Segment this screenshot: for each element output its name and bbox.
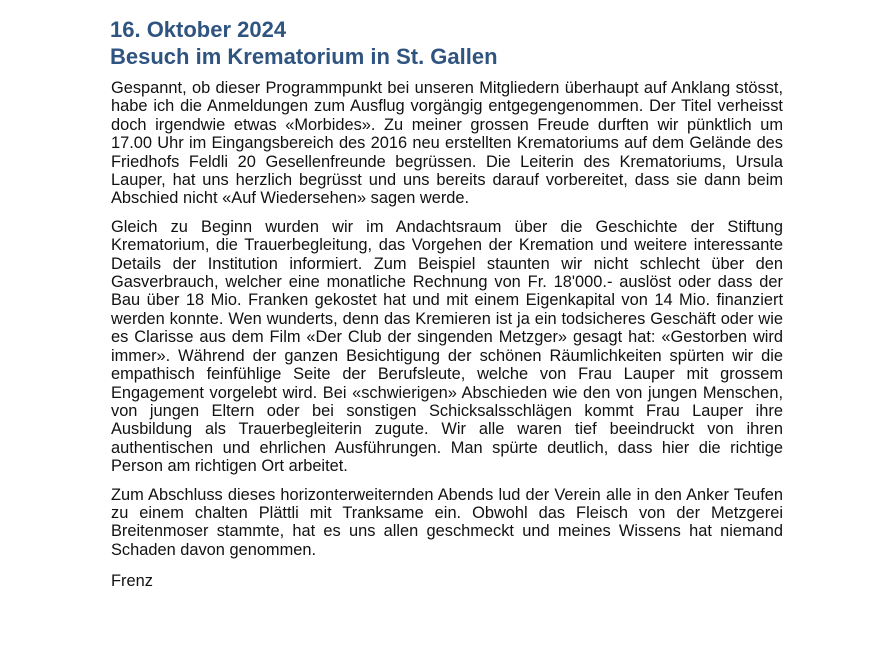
article-body bbox=[111, 79, 783, 601]
article-title: Besuch im Krematorium in St. Gallen bbox=[110, 44, 498, 69]
paragraph-closing: Zum Abschluss dieses horizonterweiternden Abends lud der Verein alle in den Anker Teufen zu einem chalten Plättli mit Tranksame ein. Obwohl das Fleisch von der Metzgerei Breitenmoser stammte, hat es uns allen geschmeckt und meines Wissens hat niemand Schaden davon genommen. bbox=[111, 485, 783, 559]
author-signature: Frenz bbox=[111, 572, 153, 591]
paragraph-visit: Gleich zu Beginn wurden wir im Andachtsraum über die Geschichte der Stiftung Krematorium, die Trauerbegleitung, das Vorgehen der Kremation und weitere interessante Details der Institution informiert. Zum Beispiel staunten wir nicht schlecht über den Gasverbrauch, welcher eine monatliche Rechnung von Fr. 18'000.- auslöst oder dass der Bau über 18 Mio. Franken gekostet hat und mit einem Eigenkapital von 14 Mio. finanziert werden konnte. Wen wunderts, denn das Kremieren ist ja ein todsicheres Geschäft oder wie es Clarisse aus dem Film «Der Club der singenden Metzger» gesagt hat: «Gestorben wird immer». Während der ganzen Besichtigung der schönen Räumlichkeiten spürten wir die empathisch feinfühlige Seite der Berufsleute, welche von Frau Lauper mit grossem Engagement vorgelebt wird. Bei «schwierigen» Abschieden wie den von jungen Menschen, von jungen Eltern oder bei sonstigen Schicksalsschlägen kommt Frau Lauper ihre Ausbildung als Trauerbegleiterin zugute. Wir alle waren tief beeindruckt von ihren authentischen und ehrlichen Ausführungen. Man spürte deutlich, dass hier die richtige Person am richtigen Ort arbeitet. bbox=[111, 217, 783, 476]
paragraph-intro: Gespannt, ob dieser Programmpunkt bei unseren Mitgliedern überhaupt auf Anklang stösst, habe ich die Anmeldungen zum Ausflug vorgängig entgegengenommen. Der Titel verheisst doch irgendwie etwas «Morbides». Zu meiner grossen Freude durften wir pünktlich um 17.00 Uhr im Eingangsbereich des 2016 neu erstellten Krematoriums auf dem Gelände des Friedhofs Feldli 20 Gesellenfreunde begrüssen. Die Leiterin des Krematoriums, Ursula Lauper, hat uns herzlich begrüsst und uns bereits darauf vorbereitet, dass sie dann beim Abschied nicht «Auf Wiedersehen» sagen werde. bbox=[111, 79, 783, 208]
article-date: 16. Oktober 2024 bbox=[110, 17, 287, 42]
